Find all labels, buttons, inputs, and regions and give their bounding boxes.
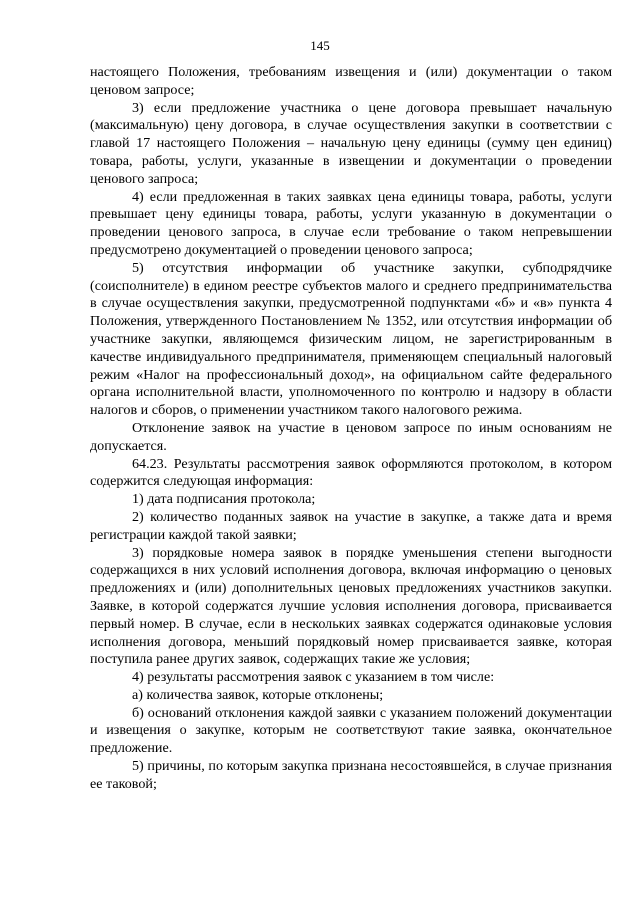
list-item-3: 3) порядковые номера заявок в порядке уменьшения степени выгодности содержащихся в них условий исполнения договора, включая информацию о ценовых предложениях и (или) дополнительных ценовых предложениях участников закупки. Заявке, в которой содержатся лучшие условия исполнения договора, присваивается первый номер. В случае, если в нескольких заявках содержатся одинаковые условия исполнения договора, меньший порядковый номер присваивается заявке, которая поступила ранее других заявок, содержащих такие же условия; [90, 544, 612, 668]
list-item-4b: б) оснований отклонения каждой заявки с указанием положений документации и извещения о закупке, которым не соответствуют такие заявка, окончательное предложение. [90, 704, 612, 757]
page-number: 145 [310, 38, 330, 53]
list-item-2: 2) количество поданных заявок на участие в закупке, а также дата и время регистрации каждой такой заявки; [90, 508, 612, 543]
document-body [90, 64, 612, 794]
paragraph-rejection-note: Отклонение заявок на участие в ценовом запросе по иным основаниям не допускается. [90, 419, 612, 454]
paragraph-64-23: 64.23. Результаты рассмотрения заявок оформляются протоколом, в котором содержится следующая информация: [90, 455, 612, 490]
paragraph-item-4: 4) если предложенная в таких заявках цена единицы товара, работы, услуги превышает цену единицы товара, работы, услуги указанную в документации о проведении ценового запроса, в случае если требование о таком непревышении предусмотрено документацией о проведении ценового запроса; [90, 188, 612, 258]
list-item-4: 4) результаты рассмотрения заявок с указанием в том числе: [132, 669, 495, 686]
paragraph-item-5: 5) отсутствия информации об участнике закупки, субподрядчике (соисполнителе) в едином реестре субъектов малого и среднего предпринимательства в случае осуществления закупки, предусмотренной подпунктами «б» и «в» пункта 4 Положения, утвержденного Постановлением № 1352, или отсутствия информации об участнике закупки, являющемся физическим лицом, не зарегистрированным в качестве индивидуального предпринимателя, применяющем специальный налоговый режим «Налог на профессиональный доход», на официальном сайте федерального органа исполнительной власти, уполномоченного по контролю и надзору в области налогов и сборов, о применении участником такого налогового режима. [90, 259, 612, 419]
paragraph-continuation: настоящего Положения, требованиям извещения и (или) документации о таком ценовом запросе; [90, 64, 612, 98]
list-item-1: 1) дата подписания протокола; [132, 491, 316, 508]
list-item-5: 5) причины, по которым закупка признана несостоявшейся, в случае признания ее таковой; [90, 758, 612, 792]
paragraph-item-3: 3) если предложение участника о цене договора превышает начальную (максимальную) цену договора, в случае осуществления закупки в соответствии с главой 17 настоящего Положения – начальную цену единицы (сумму цен единиц) товара, работы, услуги, указанные в извещении и документации о проведении ценового запроса; [90, 99, 612, 187]
list-item-4a: а) количества заявок, которые отклонены; [132, 686, 384, 703]
